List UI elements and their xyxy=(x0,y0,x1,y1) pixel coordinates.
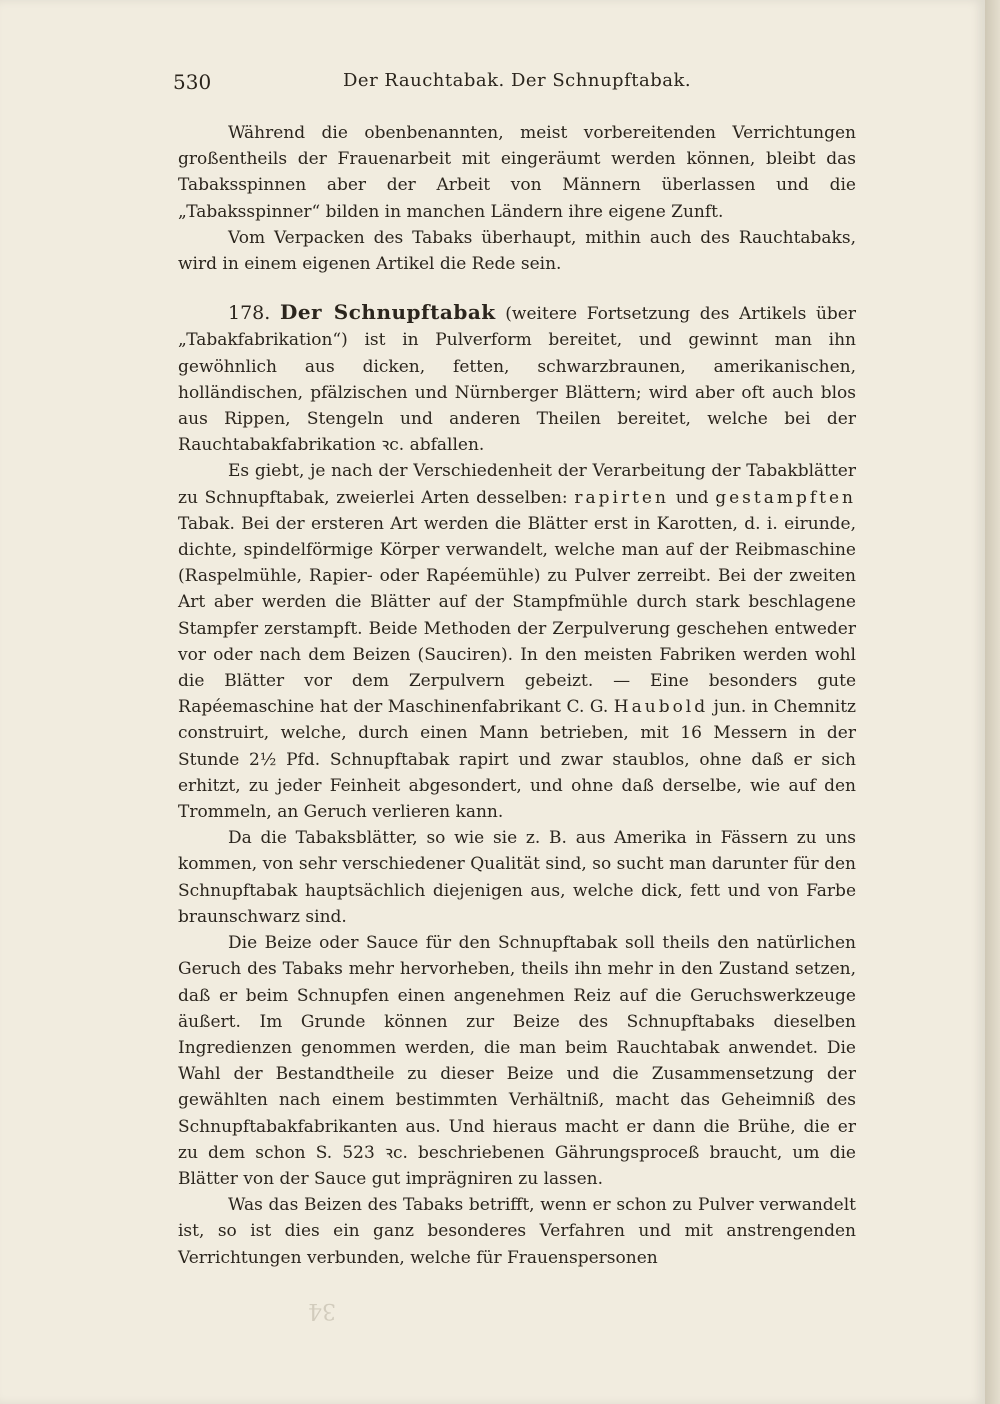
page-body xyxy=(178,120,856,1271)
bleed-through-mark: 34 xyxy=(308,1298,336,1323)
kinds-text-e: Tabak. Bei der ersteren Art werden die Blätter erst in Karotten, d. i. eirunde, dichte, spindelförmige Körper verwandelt, welche man auf der Reibmaschine (Raspelmühle, Rapier- oder Rapéemühle) zu Pulver zerreibt. Bei der zweiten Art aber werden die Blätter auf der Stampfmühle durch stark beschlagene Stampfer zerstampft. Beide Methoden der Zerpulverung geschehen entweder vor oder nach dem Beizen (Sauciren). In den meisten Fabriken werden wohl die Blätter vor dem Zerpulvern gebeizt. — Eine besonders gute Rapéemaschine hat der Maschinenfabrikant C. G. xyxy=(178,513,856,718)
paragraph-spinning: Während die obenbenannten, meist vorbereitenden Verrichtungen großentheils der Frauenarbeit mit eingeräumt werden können, bleibt das Tabaksspinnen aber der Arbeit von Männern überlassen und die „Tabaksspinner“ bilden in manchen Ländern ihre eigene Zunft. xyxy=(178,123,856,222)
term-gestampften: gestampften xyxy=(715,487,857,508)
term-rapirten: rapirten xyxy=(574,487,669,508)
paragraph-section-178 xyxy=(178,299,856,458)
paragraph-beizen: Was das Beizen des Tabaks betrifft, wenn er schon zu Pulver verwandelt ist, so ist dies ein ganz besonderes Verfahren und mit anstrengenden Verrichtungen verbunden, welche für Frauenspersonen xyxy=(178,1195,856,1268)
section-title: Der Schnupftabak xyxy=(279,300,496,325)
paragraph-sauce: Die Beize oder Sauce für den Schnupftabak soll theils den natürlichen Geruch des Tabaks mehr hervorheben, theils ihn mehr in den Zustand setzen, daß er beim Schnupfen einen angenehmen Reiz auf die Geruchswerkzeuge äußert. Im Grunde können zur Beize des Schnupftabaks dieselben Ingredienzen genommen werden, die man beim Rauchtabak anwendet. Die Wahl der Bestandtheile zu dieser Beize und die Zusammensetzung der gewählten nach einem bestimmten Verhältniß, macht das Geheimniß des Schnupftabakfabrikanten aus. Und hieraus macht er dann die Brühe, die er zu dem schon S. 523 ꝛc. beschriebenen Gährungsproceß braucht, um die Blätter von der Sauce gut imprägniren zu lassen. xyxy=(178,933,856,1189)
running-title: Der Rauchtabak. Der Schnupftabak. xyxy=(343,70,692,91)
page-edge xyxy=(985,0,1000,1404)
section-number: 178. xyxy=(228,302,271,325)
paragraph-leaves: Da die Tabaksblätter, so wie sie z. B. aus Amerika in Fässern zu uns kommen, von sehr verschiedener Qualität sind, so sucht man darunter für den Schnupftabak hauptsächlich diejenigen aus, welche dick, fett und von Farbe braunschwarz sind. xyxy=(178,828,856,927)
kinds-text-c: und xyxy=(668,487,716,508)
kinds-text-a: Es giebt, je nach der Verschiedenheit der Verarbeitung der Tabakblätter zu Schnupftabak, zweierlei Arten desselben: xyxy=(178,461,856,508)
paragraph-packing: Vom Verpacken des Tabaks überhaupt, mithin auch des Rauchtabaks, wird in einem eigenen Artikel die Rede sein. xyxy=(178,227,856,275)
page-header xyxy=(173,70,857,100)
kinds-text-g: jun. in Chemnitz construirt, welche, durch einen Mann betrieben, mit 16 Messern in der Stunde 2½ Pfd. Schnupftabak rapirt und zwar staublos, ohne daß er sich erhitzt, zu jeder Feinheit abgesondert, und ohne daß derselbe, wie auf den Trommeln, an Geruch verlieren kann. xyxy=(178,697,856,823)
section-intro-text: (weitere Fortsetzung des Artikels über „Tabakfabrikation“) ist in Pulverform bereitet, und gewinnt man ihn gewöhnlich aus dicken, fetten, schwarzbraunen, amerikanischen, holländischen, pfälzischen und Nürnberger Blättern; wird aber oft auch blos aus Rippen, Stengeln und anderen Theilen bereitet, welche bei der Rauchtabakfabrikation ꝛc. abfallen. xyxy=(178,304,856,456)
page-number: 530 xyxy=(173,70,212,94)
name-haubold: Haubold xyxy=(613,697,709,718)
paragraph-kinds xyxy=(178,458,856,825)
